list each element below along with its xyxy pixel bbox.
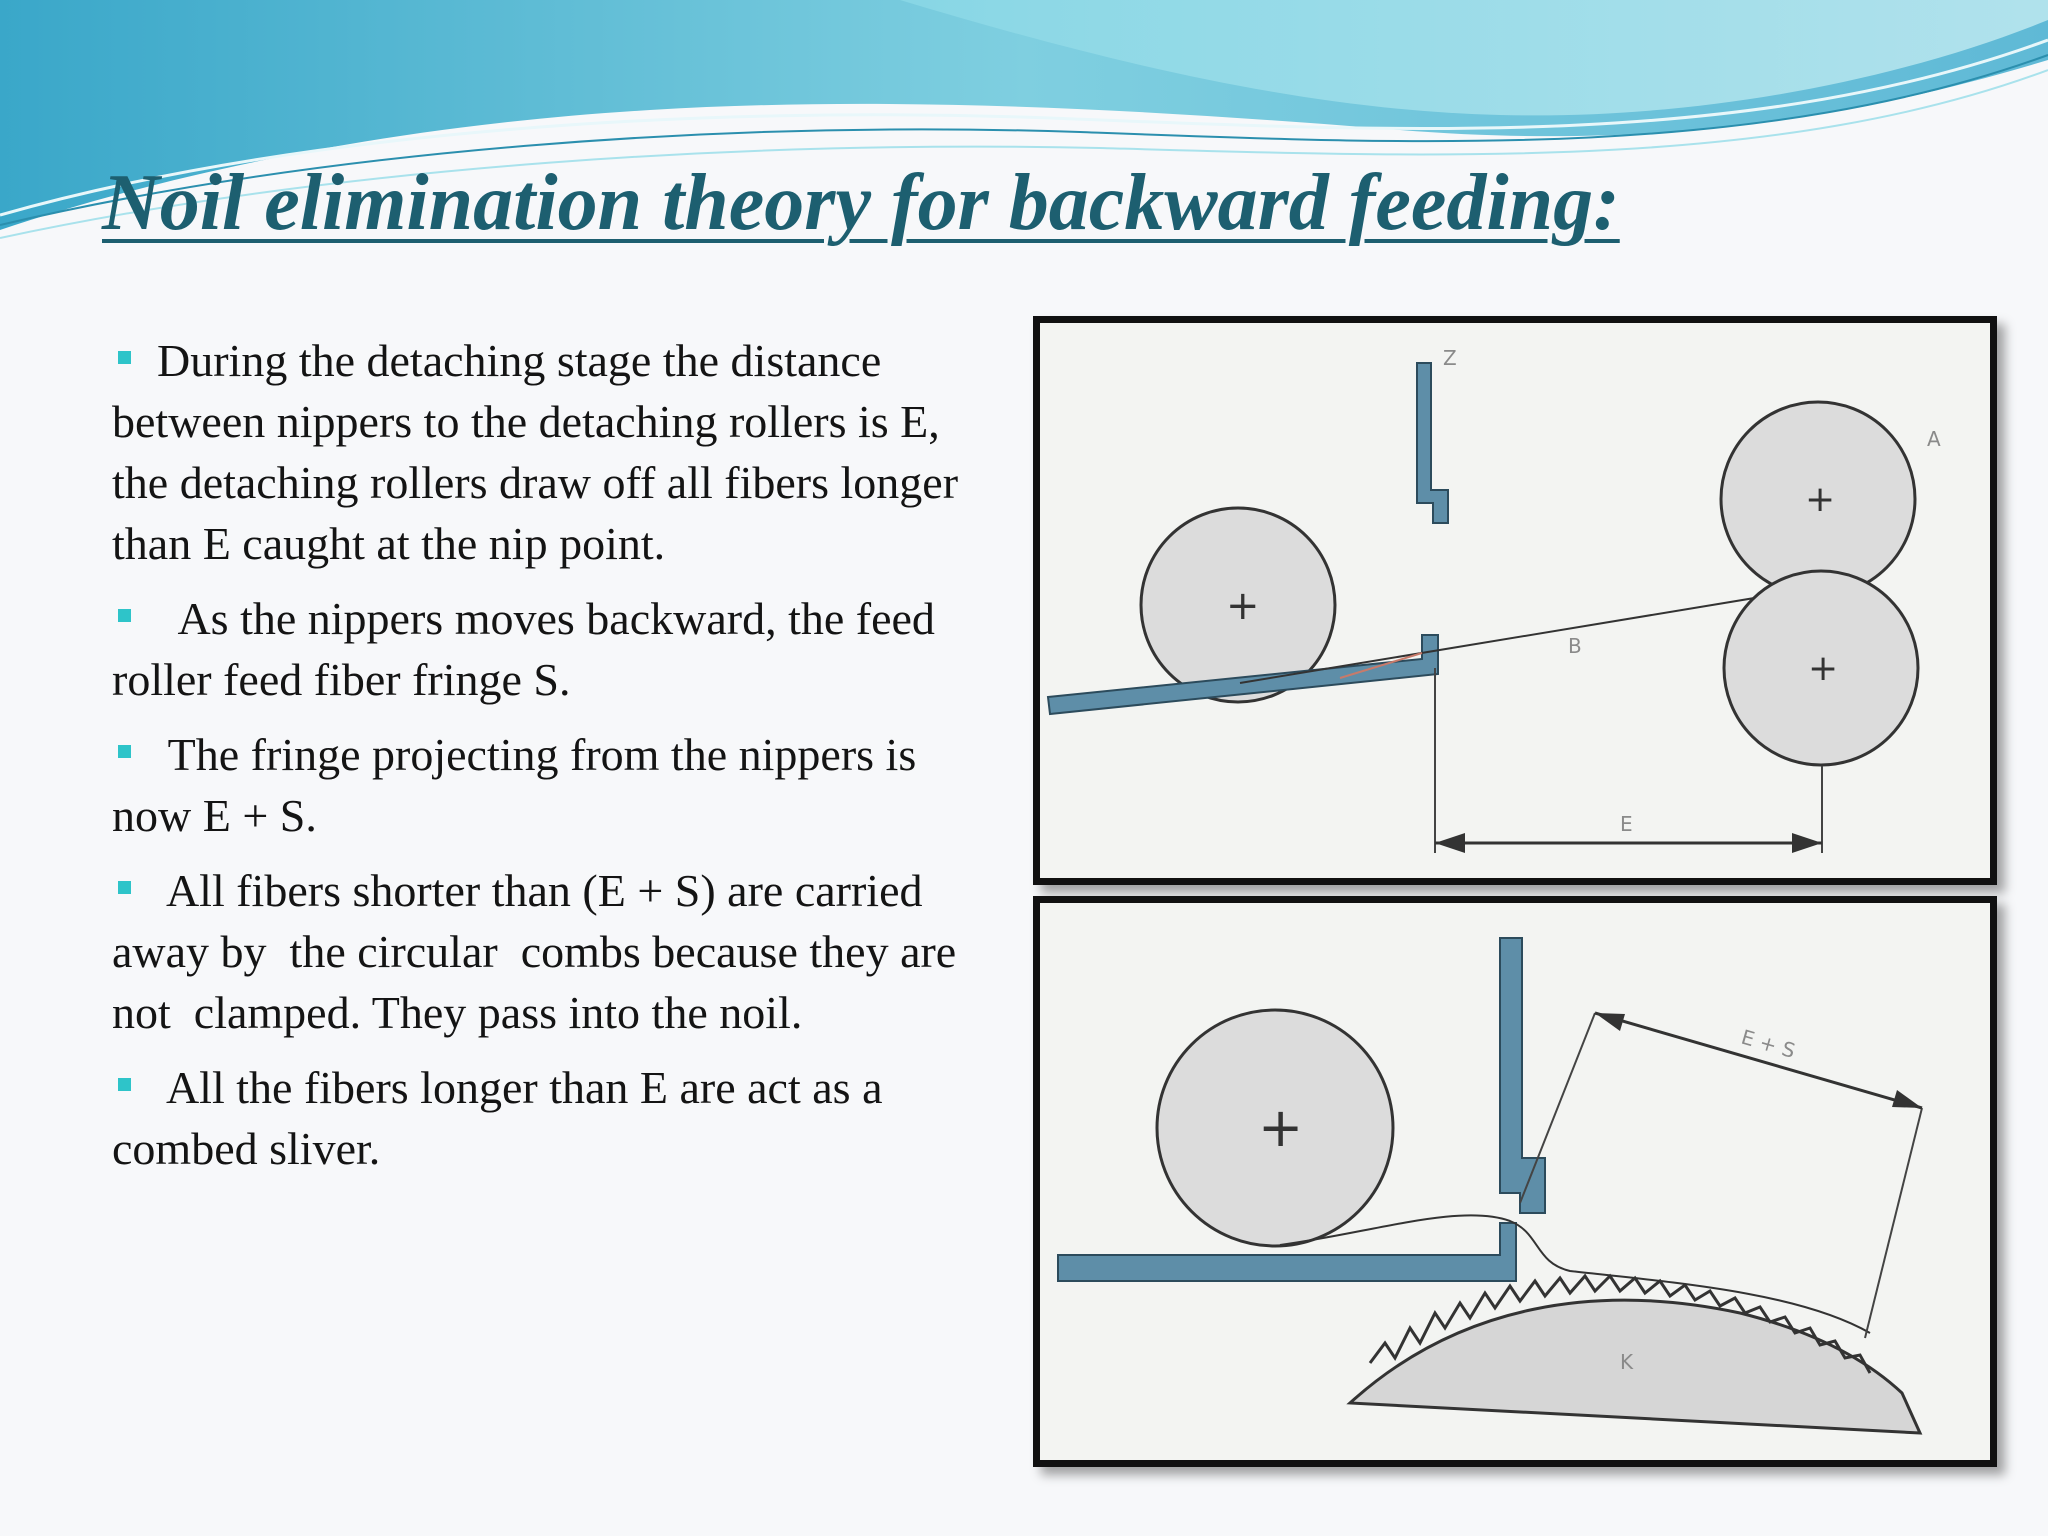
plus-icon: + — [1258, 1096, 1304, 1159]
square-bullet-icon — [118, 745, 131, 758]
combing-stage-svg — [1040, 903, 1990, 1460]
bullet-text: All fibers shorter than (E + S) are carried away by the circular combs because they are not clamped. They pass into the noil. — [112, 865, 980, 1038]
arrow-left-icon — [1435, 833, 1465, 853]
square-bullet-icon — [118, 1078, 131, 1091]
arrow-left-icon — [1595, 1013, 1625, 1031]
bullet-text: All the fibers longer than E are act as a combed sliver. — [112, 1062, 894, 1174]
label-es: E + S — [1738, 1024, 1798, 1063]
label-b: B — [1568, 634, 1582, 658]
label-e: E — [1620, 812, 1633, 836]
bullet-text: The fringe projecting from the nippers is now E + S. — [112, 729, 928, 841]
bullet-text: During the detaching stage the distance between nippers to the detaching rollers is E, the detaching rollers draw off all fibers longer than E caught at the nip point. — [112, 335, 970, 569]
bullet-list — [112, 330, 992, 1193]
detaching-stage-diagram — [1033, 316, 1997, 885]
nipper-knife-z — [1417, 363, 1448, 523]
arrow-right-icon — [1892, 1090, 1922, 1108]
dimension-es-line — [1595, 1013, 1922, 1108]
plus-icon: + — [1226, 583, 1260, 629]
bullet-item — [112, 860, 992, 1043]
plus-icon: + — [1805, 479, 1836, 520]
nipper-knife — [1500, 938, 1545, 1213]
square-bullet-icon — [118, 881, 131, 894]
label-z: Z — [1443, 346, 1457, 370]
circular-comb-k — [1350, 1300, 1920, 1433]
label-k: K — [1620, 1350, 1634, 1374]
dimension-guide-right — [1865, 1108, 1922, 1338]
combing-stage-diagram — [1033, 896, 1997, 1467]
bullet-item — [112, 588, 992, 710]
plus-icon: + — [1808, 648, 1839, 689]
bullet-item — [112, 724, 992, 846]
label-a: A — [1927, 427, 1941, 451]
detaching-stage-svg — [1040, 323, 1990, 878]
square-bullet-icon — [118, 609, 131, 622]
square-bullet-icon — [118, 351, 131, 364]
slide-title: Noil elimination theory for backward feeding: — [102, 159, 1620, 247]
bullet-item — [112, 1057, 992, 1179]
arrow-right-icon — [1792, 833, 1822, 853]
bullet-item — [112, 330, 992, 574]
dimension-guide-left — [1520, 1013, 1595, 1203]
bullet-text: As the nippers moves backward, the feed roller feed fiber fringe S. — [112, 593, 947, 705]
